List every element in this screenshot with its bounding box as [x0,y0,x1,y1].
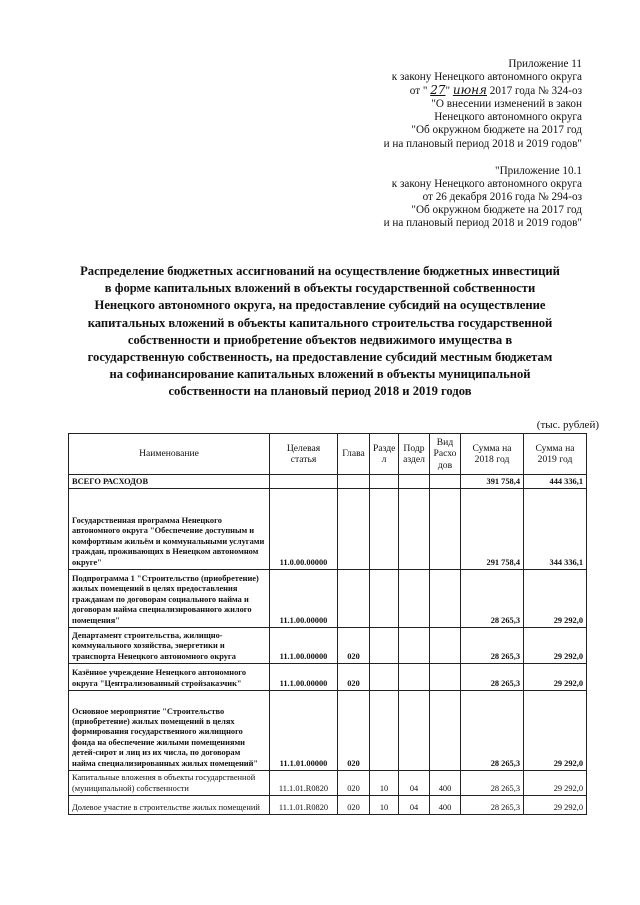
cell-sum2019: 29 292,0 [524,691,587,771]
annex-11-law-ref: к закону Ненецкого автономного округа [391,71,582,84]
col-header-expense-type: Вид Расхо дов [430,434,461,475]
cell-podrazdel [399,691,430,771]
cell-podrazdel [399,475,430,489]
cell-razdel: 10 [370,796,399,815]
cell-vid [430,475,461,489]
annex-11-header [384,58,582,151]
cell-glava: 020 [338,796,370,815]
cell-name: Капитальные вложения в объекты государственной (муниципальной) собственности [69,771,270,796]
cell-vid: 400 [430,796,461,815]
table-row [69,489,587,570]
cell-vid [430,691,461,771]
title-line: Ненецкого автономного округа, на предоставление субсидий на осуществление [94,298,546,313]
cell-sum2018: 28 265,3 [461,628,524,664]
cell-name: ВСЕГО РАСХОДОВ [69,475,270,489]
cell-razdel [370,475,399,489]
cell-code: 11.1.01.R0820 [270,796,338,815]
cell-sum2019: 444 336,1 [524,475,587,489]
annex-11-line5: Ненецкого автономного округа [434,111,582,124]
cell-podrazdel: 04 [399,771,430,796]
cell-podrazdel [399,628,430,664]
cell-glava [338,475,370,489]
cell-glava [338,489,370,570]
cell-code [270,475,338,489]
cell-sum2018: 28 265,3 [461,570,524,628]
cell-name: Департамент строительства, жилищно-коммунального хозяйства, энергетики и транспорта Ненецкого автономного округа [69,628,270,664]
col-header-sum-2018: Сумма на 2018 год [461,434,524,475]
cell-code: 11.0.00.00000 [270,489,338,570]
annex-11-line7: и на плановый период 2018 и 2019 годов" [383,137,582,150]
cell-podrazdel [399,489,430,570]
title-line: Распределение бюджетных ассигнований на осуществление бюджетных инвестиций [80,264,560,278]
title-line: государственную собственность, на предоставление субсидий местным бюджетам [87,350,553,365]
cell-sum2018: 391 758,4 [461,475,524,489]
cell-sum2019: 29 292,0 [524,570,587,628]
document-title [40,263,600,401]
cell-code: 11.1.00.00000 [270,628,338,664]
cell-code: 11.1.00.00000 [270,664,338,691]
cell-name: Государственная программа Ненецкого автономного округа "Обеспечение доступным и комфортным жильём и коммунальными услугами граждан, проживающих в Ненецком автономном округе" [69,489,270,570]
cell-sum2018: 28 265,3 [461,691,524,771]
annex-11-line4: "О внесении изменений в закон [431,98,582,111]
title-line: капитальных вложений в объекты капитального строительства государственной [87,315,553,330]
title-line: в форме капитальных вложений в объекты государственной собственности [104,281,536,296]
cell-sum2019: 344 336,1 [524,489,587,570]
cell-vid [430,628,461,664]
annex-10-law-ref: к закону Ненецкого автономного округа [391,178,582,191]
cell-sum2019: 29 292,0 [524,664,587,691]
title-line: собственности и приобретение объектов недвижимого имущества в [127,332,513,347]
table-body [69,475,587,815]
cell-name: Казённое учреждение Ненецкого автономного округа "Централизованный стройзаказчик" [69,664,270,691]
col-header-subsection: Подр аздел [399,434,430,475]
col-header-sum-2019: Сумма на 2019 год [524,434,587,475]
cell-sum2018: 28 265,3 [461,771,524,796]
annex-11-date-line: от " 27" июня 2017 года № 324-оз [409,83,582,98]
annex-10-header [384,165,582,230]
title-line: собственности на плановый период 2018 и 2019 годов [168,384,472,399]
cell-sum2018: 28 265,3 [461,664,524,691]
col-header-name: Наименование [69,434,270,475]
cell-podrazdel [399,570,430,628]
title-line: на софинансирование капитальных вложений в объекты муниципальной [109,367,531,382]
cell-sum2018: 291 758,4 [461,489,524,570]
cell-sum2019: 29 292,0 [524,771,587,796]
cell-glava: 020 [338,771,370,796]
table-header-row [69,434,587,475]
annex-11-title: Приложение 11 [508,58,582,70]
units-label: (тыс. рублей) [536,419,599,431]
table-row [69,691,587,771]
annex-10-line5: и на плановый период 2018 и 2019 годов" [383,217,582,230]
cell-glava: 020 [338,664,370,691]
annex-10-date: от 26 декабря 2016 года № 294-оз [422,191,582,204]
table-row [69,475,587,489]
cell-razdel [370,691,399,771]
cell-vid [430,570,461,628]
cell-name: Подпрограмма 1 "Строительство (приобретение) жилых помещений в целях предоставления гражданам по договорам социального найма и договорам найма специализированного жилого помещения" [69,570,270,628]
cell-name: Основное мероприятие "Строительство (приобретение) жилых помещений в целях формирования государственного жилищного фонда на обеспечение жилыми помещениями детей-сирот и лиц из их числа, по договорам найма специализированных жилых помещений" [69,691,270,771]
cell-razdel: 10 [370,771,399,796]
annex-10-title: "Приложение 10.1 [495,165,582,177]
table-row [69,664,587,691]
table-row [69,570,587,628]
cell-razdel [370,570,399,628]
cell-vid [430,664,461,691]
budget-table [68,433,587,815]
annex-10-line4: "Об окружном бюджете на 2017 год [411,204,582,217]
table-row [69,796,587,815]
cell-sum2019: 29 292,0 [524,628,587,664]
cell-vid: 400 [430,771,461,796]
cell-code: 11.1.01.00000 [270,691,338,771]
cell-sum2018: 28 265,3 [461,796,524,815]
cell-code: 11.1.00.00000 [270,570,338,628]
col-header-chapter: Глава [338,434,370,475]
cell-name: Долевое участие в строительстве жилых помещений [69,796,270,815]
cell-razdel [370,628,399,664]
table-row [69,628,587,664]
cell-podrazdel [399,664,430,691]
handwritten-day: 27 [430,83,446,98]
cell-glava [338,570,370,628]
col-header-section: Разде л [370,434,399,475]
cell-razdel [370,664,399,691]
cell-vid [430,489,461,570]
cell-razdel [370,489,399,570]
handwritten-month: июня [452,83,487,98]
table-row [69,771,587,796]
cell-glava: 020 [338,691,370,771]
col-header-target-article: Целевая статья [270,434,338,475]
cell-sum2019: 29 292,0 [524,796,587,815]
cell-podrazdel: 04 [399,796,430,815]
cell-code: 11.1.01.R0820 [270,771,338,796]
annex-11-line6: "Об окружном бюджете на 2017 год [411,124,582,137]
cell-glava: 020 [338,628,370,664]
